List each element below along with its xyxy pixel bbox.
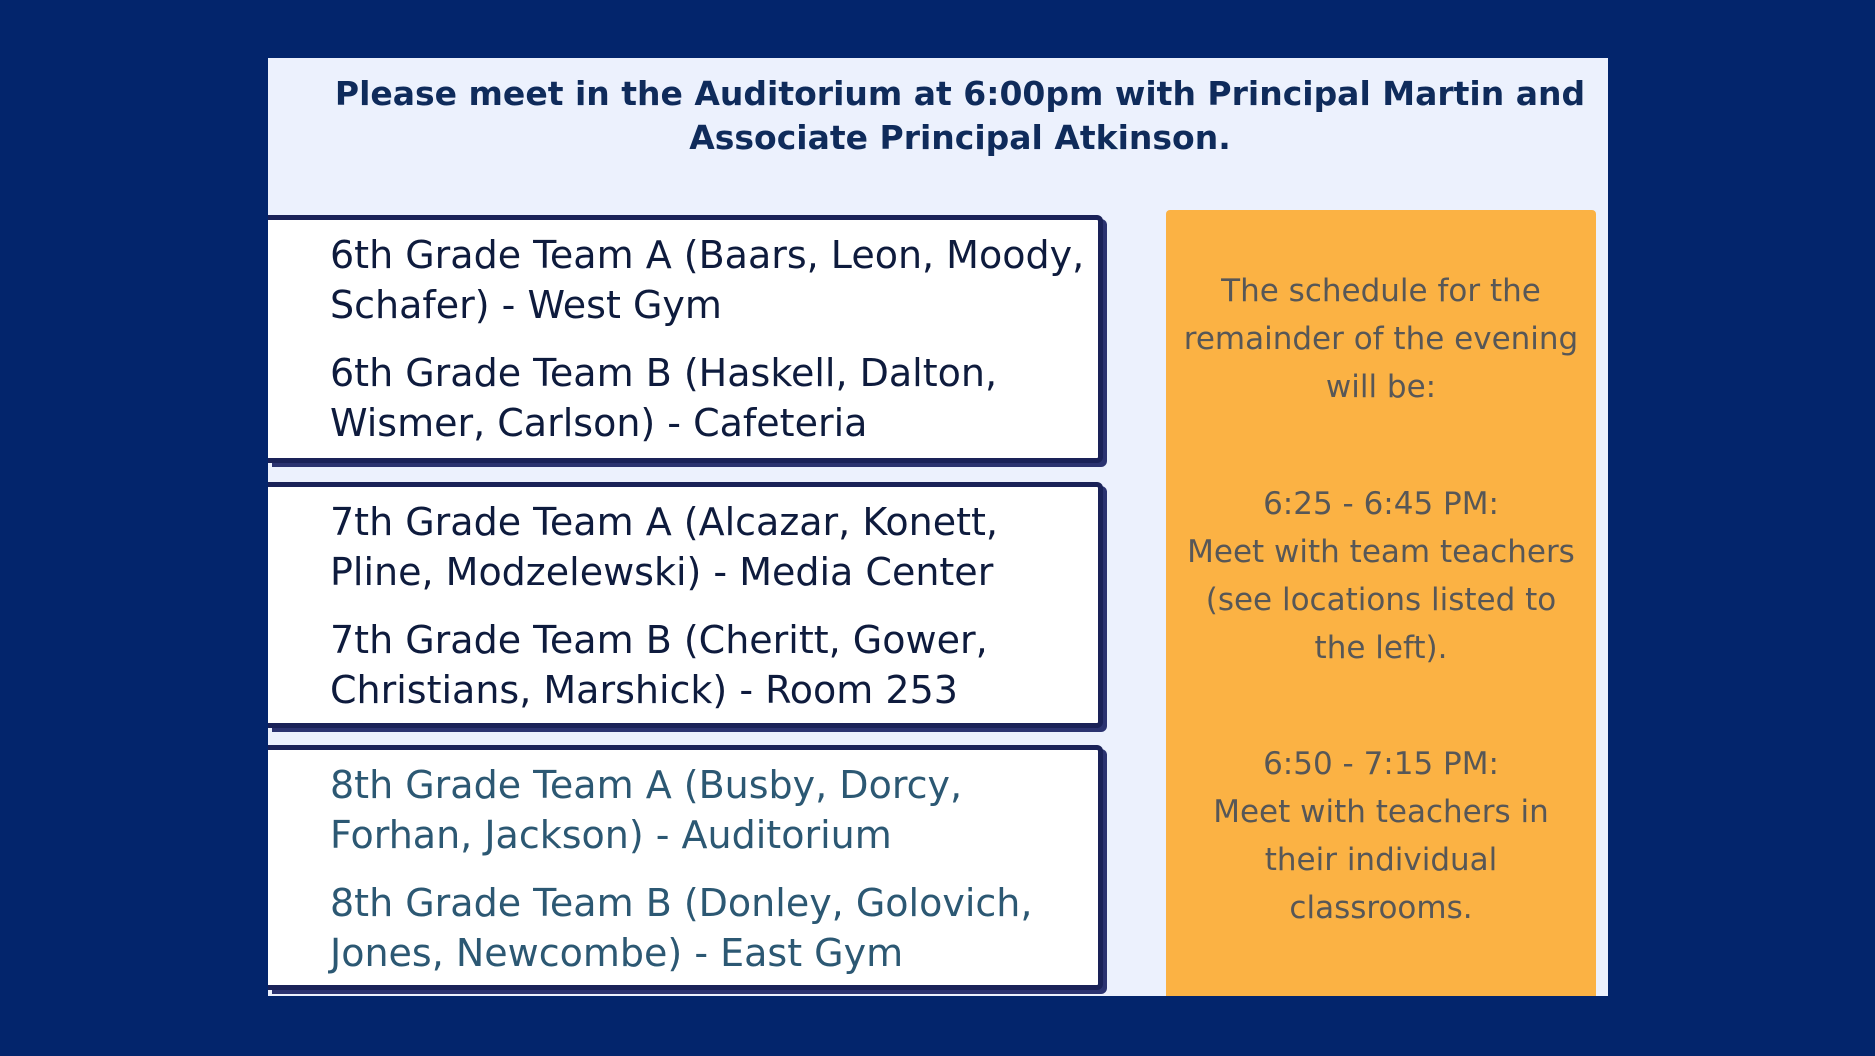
schedule-block-2	[1176, 740, 1586, 932]
schedule-block-1	[1176, 480, 1586, 672]
announcement-line-2: Associate Principal Atkinson.	[689, 118, 1231, 157]
schedule-time-2: 6:50 - 7:15 PM:	[1263, 746, 1499, 782]
team-entry-6a: 6th Grade Team A (Baars, Leon, Moody, Schafer) - West Gym	[330, 233, 1085, 327]
team-entry-8a: 8th Grade Team A (Busby, Dorcy, Forhan, Jackson) - Auditorium	[330, 763, 963, 857]
schedule-desc-1: Meet with team teachers (see locations listed to the left).	[1187, 534, 1575, 666]
schedule-time-1: 6:25 - 6:45 PM:	[1263, 486, 1499, 522]
schedule-desc-2: Meet with teachers in their individual classrooms.	[1213, 794, 1549, 926]
announcement-line-1: Please meet in the Auditorium at 6:00pm with Principal Martin and	[334, 74, 1586, 113]
team-entry-8b: 8th Grade Team B (Donley, Golovich, Jones, Newcombe) - East Gym	[330, 881, 1033, 975]
meeting-announcement	[300, 72, 1620, 160]
schedule-sidebar	[1166, 210, 1596, 996]
seventh-grade-box	[268, 482, 1103, 728]
schedule-intro: The schedule for the remainder of the evening will be:	[1183, 273, 1579, 405]
team-entry-7b: 7th Grade Team B (Cheritt, Gower, Christians, Marshick) - Room 253	[330, 618, 988, 712]
eighth-grade-box	[268, 745, 1103, 990]
team-entry-7a: 7th Grade Team A (Alcazar, Konett, Pline, Modzelewski) - Media Center	[330, 500, 998, 594]
team-entry-6b: 6th Grade Team B (Haskell, Dalton, Wismer, Carlson) - Cafeteria	[330, 351, 998, 445]
sixth-grade-box	[268, 215, 1103, 463]
